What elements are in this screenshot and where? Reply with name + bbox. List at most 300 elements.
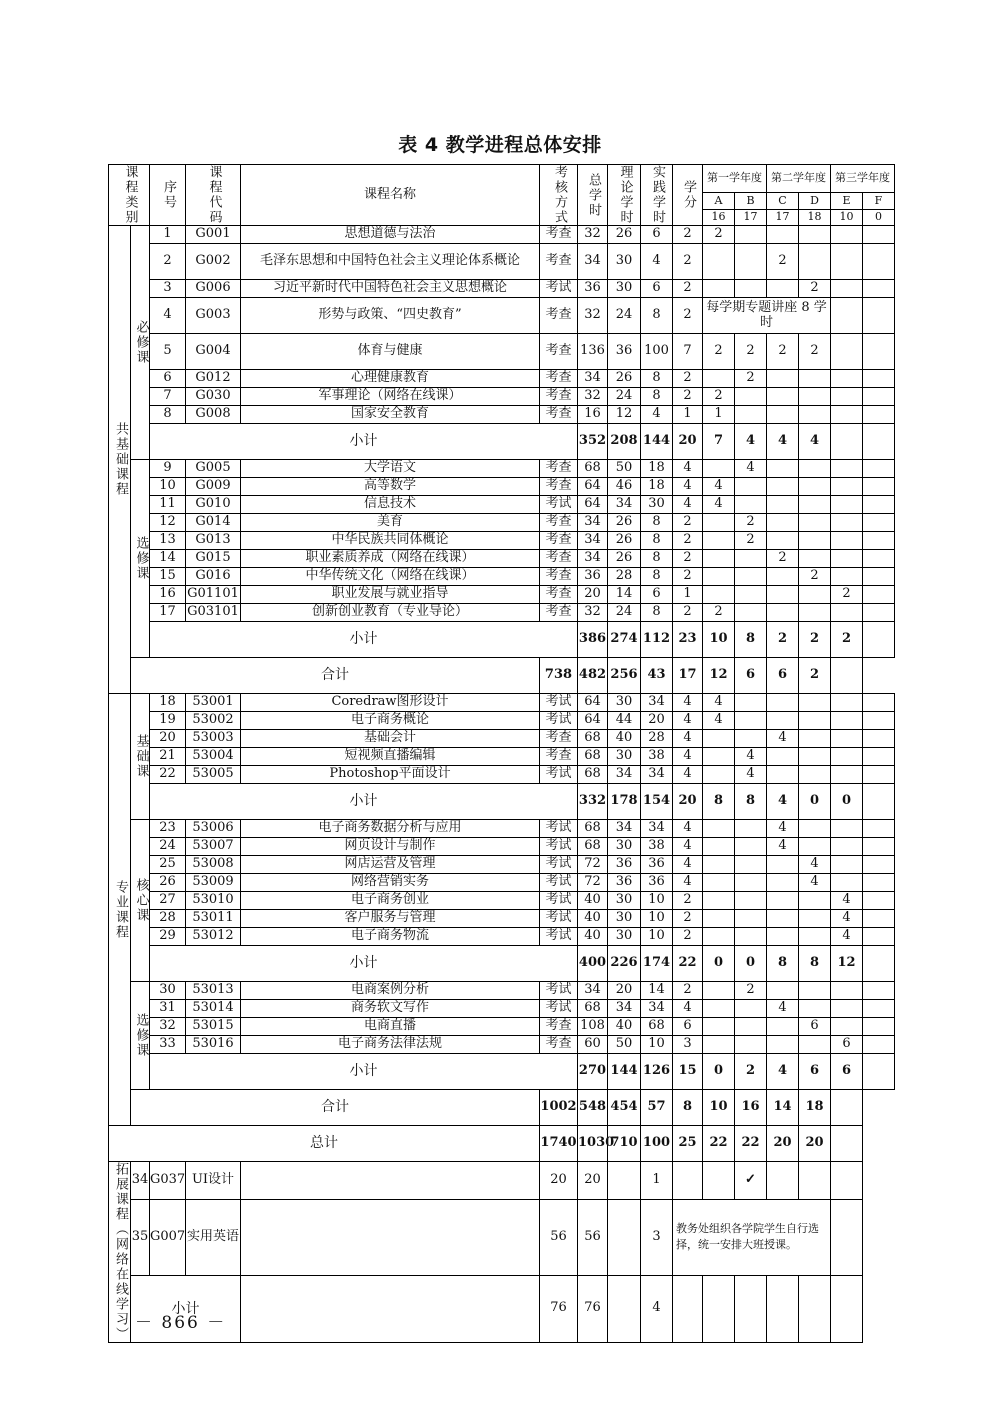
course-credit: 7 [673, 334, 703, 370]
course-practice: 38 [641, 838, 673, 856]
course-assess [241, 1199, 540, 1275]
semester-f [831, 658, 863, 694]
semester-c [735, 1275, 767, 1342]
course-credit: 4 [673, 694, 703, 712]
course-practice: 126 [641, 1054, 673, 1090]
table-row [109, 928, 895, 946]
course-total: 136 [578, 334, 608, 370]
course-total: 32 [578, 298, 608, 334]
semester-c [767, 370, 799, 388]
course-name: 职业素质养成（网络在线课） [241, 550, 540, 568]
course-seq: 12 [150, 514, 186, 532]
course-credit: 4 [641, 1275, 673, 1342]
course-credit: 2 [673, 280, 703, 298]
semester-c [767, 910, 799, 928]
course-credit: 15 [673, 1054, 703, 1090]
course-code: 53014 [186, 1000, 241, 1018]
semester-a: 4 [703, 496, 735, 514]
course-credit: 57 [641, 1090, 673, 1126]
course-credit: 2 [673, 568, 703, 586]
semester-c [767, 478, 799, 496]
semester-b: 4 [735, 748, 767, 766]
course-theory: 26 [608, 532, 641, 550]
course-seq: 18 [150, 694, 186, 712]
course-total: 738 [540, 658, 578, 694]
table-row [109, 550, 895, 568]
course-total: 68 [578, 820, 608, 838]
course-code: G016 [186, 568, 241, 586]
course-credit: 4 [673, 874, 703, 892]
semester-a: 25 [673, 1126, 703, 1162]
course-practice: 36 [641, 856, 673, 874]
semester-f [863, 946, 895, 982]
semester-d: 6 [799, 1018, 831, 1036]
course-code: G030 [186, 388, 241, 406]
semester-e [831, 478, 863, 496]
course-theory: 20 [578, 1162, 608, 1200]
semester-b [735, 586, 767, 604]
course-name: 短视频直播编辑 [241, 748, 540, 766]
semester-d [799, 532, 831, 550]
course-name: 电子商务数据分析与应用 [241, 820, 540, 838]
semester-c [767, 406, 799, 424]
semester-f [863, 622, 895, 658]
course-assess: 考查 [540, 460, 578, 478]
semester-a [703, 928, 735, 946]
semester-d [799, 406, 831, 424]
semester-a [703, 514, 735, 532]
semester-b: 2 [735, 1054, 767, 1090]
semester-a [703, 748, 735, 766]
course-credit: 22 [673, 946, 703, 982]
semester-a [703, 568, 735, 586]
course-total: 332 [578, 784, 608, 820]
course-practice: 68 [641, 1018, 673, 1036]
course-assess: 考查 [540, 334, 578, 370]
course-name: 客户服务与管理 [241, 910, 540, 928]
semester-a: 8 [703, 784, 735, 820]
course-seq: 27 [150, 892, 186, 910]
semester-a: 8 [673, 1090, 703, 1126]
course-name: 习近平新时代中国特色社会主义思想概论 [241, 280, 540, 298]
table-row [109, 244, 895, 280]
course-theory: 46 [608, 478, 641, 496]
course-seq: 7 [150, 388, 186, 406]
course-name: Coredraw图形设计 [241, 694, 540, 712]
semester-a: 4 [703, 478, 735, 496]
course-total: 68 [578, 838, 608, 856]
subcategory-group-cell: 基础课 [131, 694, 150, 820]
semester-e [831, 820, 863, 838]
course-total: 72 [578, 856, 608, 874]
course-name: 中华传统文化（网络在线课） [241, 568, 540, 586]
semester-d [799, 496, 831, 514]
course-seq: 11 [150, 496, 186, 514]
course-total: 40 [578, 928, 608, 946]
course-code: 53009 [186, 874, 241, 892]
semester-d [799, 910, 831, 928]
course-total: 1740 [540, 1126, 578, 1162]
semester-c [767, 514, 799, 532]
semester-e: 2 [831, 586, 863, 604]
course-practice: 144 [641, 424, 673, 460]
course-assess: 考试 [540, 910, 578, 928]
semester-f [863, 280, 895, 298]
summary-row [109, 946, 895, 982]
course-total: 20 [578, 586, 608, 604]
summary-row [109, 1275, 895, 1342]
semester-b [735, 568, 767, 586]
course-total: 32 [578, 388, 608, 406]
course-assess: 考查 [540, 532, 578, 550]
course-credit: 20 [673, 424, 703, 460]
summary-row [109, 658, 895, 694]
semester-d [799, 478, 831, 496]
course-name: 电子商务创业 [241, 892, 540, 910]
table-row [109, 712, 895, 730]
course-total: 34 [578, 514, 608, 532]
semester-f [863, 838, 895, 856]
semester-a: 2 [703, 226, 735, 244]
course-theory: 26 [608, 514, 641, 532]
semester-e: 18 [799, 1090, 831, 1126]
course-credit: 6 [673, 1018, 703, 1036]
table-row [109, 514, 895, 532]
table-row [109, 370, 895, 388]
semester-b [735, 928, 767, 946]
course-assess: 考试 [540, 694, 578, 712]
semester-a [673, 1162, 703, 1200]
semester-f [863, 244, 895, 280]
course-code: 53006 [186, 820, 241, 838]
course-assess: 考试 [540, 766, 578, 784]
semester-e [831, 694, 863, 712]
course-credit: 4 [673, 766, 703, 784]
semester-c [767, 982, 799, 1000]
summary-row [109, 784, 895, 820]
grand-total-label: 总计 [109, 1126, 540, 1162]
course-seq: 4 [150, 298, 186, 334]
course-practice: 34 [641, 766, 673, 784]
subcategory-group-cell: 必修课 [131, 226, 150, 460]
table-row [109, 910, 895, 928]
course-theory: 34 [608, 496, 641, 514]
course-code: G037 [150, 1162, 186, 1200]
course-name: 高等数学 [241, 478, 540, 496]
semester-b: 22 [703, 1126, 735, 1162]
course-total: 64 [578, 694, 608, 712]
course-total: 34 [578, 244, 608, 280]
table-row [109, 460, 895, 478]
course-total: 68 [578, 748, 608, 766]
course-theory: 144 [608, 1054, 641, 1090]
course-practice: 38 [641, 748, 673, 766]
course-seq: 30 [150, 982, 186, 1000]
course-credit: 3 [641, 1199, 673, 1275]
semester-f [831, 1090, 863, 1126]
semester-c [767, 766, 799, 784]
course-total: 68 [578, 766, 608, 784]
semester-b [735, 1036, 767, 1054]
course-practice: 710 [608, 1126, 641, 1162]
course-assess: 考查 [540, 514, 578, 532]
header-name: 课程名称 [241, 165, 540, 226]
header-seq: 序号 [150, 165, 186, 226]
course-theory: 26 [608, 550, 641, 568]
course-practice: 256 [608, 658, 641, 694]
header-weeks: 17 [735, 209, 767, 225]
course-credit: 4 [673, 1000, 703, 1018]
semester-a [703, 766, 735, 784]
semester-d: 14 [767, 1090, 799, 1126]
course-theory: 40 [608, 730, 641, 748]
course-credit: 4 [673, 820, 703, 838]
semester-c: 16 [735, 1090, 767, 1126]
semester-e: 4 [831, 892, 863, 910]
semester-c [767, 496, 799, 514]
course-assess: 考查 [540, 406, 578, 424]
table-row [109, 334, 895, 370]
semester-e [831, 370, 863, 388]
semester-c: 4 [767, 820, 799, 838]
course-practice: 34 [641, 820, 673, 838]
course-credit: 4 [673, 478, 703, 496]
category-group-cell: 拓展课程（网络在线学习） [109, 1162, 131, 1343]
course-practice: 4 [641, 406, 673, 424]
semester-b: 12 [703, 658, 735, 694]
semester-e [831, 874, 863, 892]
semester-d [799, 712, 831, 730]
semester-a: 2 [703, 604, 735, 622]
course-practice: 34 [641, 694, 673, 712]
semester-e: 2 [831, 622, 863, 658]
course-code: G004 [186, 334, 241, 370]
semester-f [863, 370, 895, 388]
course-assess: 考试 [540, 496, 578, 514]
table-row [109, 586, 895, 604]
table-row [109, 1018, 895, 1036]
semester-f [831, 1199, 863, 1275]
semester-e [799, 1162, 831, 1200]
course-code: G007 [150, 1199, 186, 1275]
semester-e: 4 [831, 928, 863, 946]
category-group-cell: 专业课程 [109, 694, 131, 1126]
course-name: 大学语文 [241, 460, 540, 478]
semester-f [831, 1162, 863, 1200]
course-theory: 36 [608, 334, 641, 370]
summary-row [109, 1126, 895, 1162]
semester-e [831, 748, 863, 766]
semester-d [799, 838, 831, 856]
semester-a [703, 838, 735, 856]
course-name: 美育 [241, 514, 540, 532]
course-theory: 30 [608, 280, 641, 298]
lecture-note: 每学期专题讲座 8 学时 [703, 298, 831, 334]
course-assess: 考查 [540, 388, 578, 406]
course-assess: 考查 [540, 568, 578, 586]
semester-c [767, 694, 799, 712]
course-name: 基础会计 [241, 730, 540, 748]
subtotal-label: 小计 [150, 946, 578, 982]
semester-a: 2 [703, 334, 735, 370]
semester-e [831, 838, 863, 856]
check-mark: ✓ [735, 1162, 767, 1200]
semester-d [799, 388, 831, 406]
course-total: 32 [578, 226, 608, 244]
semester-f [863, 586, 895, 604]
course-assess: 考试 [540, 820, 578, 838]
course-seq: 9 [150, 460, 186, 478]
semester-b: 10 [703, 1090, 735, 1126]
semester-f [863, 766, 895, 784]
semester-f [863, 910, 895, 928]
semester-c [767, 856, 799, 874]
course-code: 53001 [186, 694, 241, 712]
course-name: 毛泽东思想和中国特色社会主义理论体系概论 [241, 244, 540, 280]
table-row [109, 982, 895, 1000]
table-row [109, 388, 895, 406]
course-seq: 24 [150, 838, 186, 856]
course-code: G014 [186, 514, 241, 532]
course-code: 53005 [186, 766, 241, 784]
subcategory-group-cell: 选修课 [131, 982, 150, 1090]
semester-c [767, 532, 799, 550]
course-credit: 2 [673, 388, 703, 406]
semester-a [703, 730, 735, 748]
course-practice: 6 [641, 586, 673, 604]
course-practice: 8 [641, 298, 673, 334]
semester-a [703, 856, 735, 874]
course-seq: 14 [150, 550, 186, 568]
course-total: 76 [540, 1275, 578, 1342]
course-name: 职业发展与就业指导 [241, 586, 540, 604]
course-practice: 8 [641, 568, 673, 586]
table-row [109, 496, 895, 514]
semester-e: 2 [799, 658, 831, 694]
table-row [109, 406, 895, 424]
course-total: 68 [578, 1000, 608, 1018]
semester-e: 20 [799, 1126, 831, 1162]
semester-d: 6 [799, 1054, 831, 1090]
course-assess: 考查 [540, 586, 578, 604]
header-weeks: 18 [799, 209, 831, 225]
course-seq: 3 [150, 280, 186, 298]
course-credit: 1 [673, 406, 703, 424]
course-theory: 12 [608, 406, 641, 424]
semester-d: 4 [799, 856, 831, 874]
semester-f [863, 460, 895, 478]
semester-b [735, 550, 767, 568]
semester-a [703, 820, 735, 838]
course-seq: 17 [150, 604, 186, 622]
semester-c: 2 [767, 244, 799, 280]
semester-c [767, 892, 799, 910]
subtotal-label: 小计 [131, 1275, 241, 1342]
semester-f [863, 712, 895, 730]
total-label: 合计 [131, 1090, 540, 1126]
course-credit: 4 [673, 730, 703, 748]
semester-f [863, 424, 895, 460]
course-code: 53002 [186, 712, 241, 730]
header-year3: 第三学年度 [831, 165, 895, 193]
semester-f [863, 532, 895, 550]
course-credit: 4 [673, 496, 703, 514]
course-name: 网店运营及管理 [241, 856, 540, 874]
course-credit: 2 [673, 892, 703, 910]
semester-a: 4 [703, 712, 735, 730]
course-name: 中华民族共同体概论 [241, 532, 540, 550]
course-name: Photoshop平面设计 [241, 766, 540, 784]
semester-c [767, 568, 799, 586]
semester-b [735, 1018, 767, 1036]
semester-a [703, 460, 735, 478]
semester-b [703, 1162, 735, 1200]
semester-d [799, 550, 831, 568]
semester-d [799, 586, 831, 604]
semester-b: 0 [735, 946, 767, 982]
semester-b [735, 874, 767, 892]
course-practice: 10 [641, 892, 673, 910]
course-seq: 1 [150, 226, 186, 244]
semester-e [831, 1000, 863, 1018]
semester-b [735, 730, 767, 748]
semester-b [735, 910, 767, 928]
course-practice: 112 [641, 622, 673, 658]
semester-c: 4 [767, 1054, 799, 1090]
course-credit: 2 [673, 244, 703, 280]
course-total: 386 [578, 622, 608, 658]
course-name: 实用英语 [186, 1199, 241, 1275]
semester-f [863, 1000, 895, 1018]
semester-f [863, 1036, 895, 1054]
semester-a [703, 1018, 735, 1036]
course-theory: 56 [578, 1199, 608, 1275]
header-semester: E [831, 193, 863, 209]
course-total: 64 [578, 478, 608, 496]
semester-c: 6 [735, 658, 767, 694]
course-total: 270 [578, 1054, 608, 1090]
semester-d: 2 [799, 280, 831, 298]
table-row [109, 1199, 895, 1275]
course-total: 34 [578, 532, 608, 550]
course-total: 34 [578, 550, 608, 568]
course-assess: 考试 [540, 712, 578, 730]
course-name: 电商直播 [241, 1018, 540, 1036]
semester-f [863, 604, 895, 622]
semester-e [831, 568, 863, 586]
semester-f [863, 514, 895, 532]
summary-row [109, 1054, 895, 1090]
semester-c: 4 [767, 730, 799, 748]
semester-f [831, 1275, 863, 1342]
course-code: 53003 [186, 730, 241, 748]
course-credit: 20 [673, 784, 703, 820]
header-practice: 实践学时 [641, 165, 673, 226]
course-code: G01101 [186, 586, 241, 604]
semester-f [831, 1126, 863, 1162]
semester-b [735, 712, 767, 730]
course-total: 32 [578, 604, 608, 622]
course-assess [241, 1162, 540, 1200]
semester-f [863, 748, 895, 766]
course-assess: 考查 [540, 298, 578, 334]
course-credit: 43 [641, 658, 673, 694]
semester-c: 22 [735, 1126, 767, 1162]
course-code: 53004 [186, 748, 241, 766]
semester-f [863, 550, 895, 568]
semester-d: 2 [799, 622, 831, 658]
course-theory: 50 [608, 460, 641, 478]
